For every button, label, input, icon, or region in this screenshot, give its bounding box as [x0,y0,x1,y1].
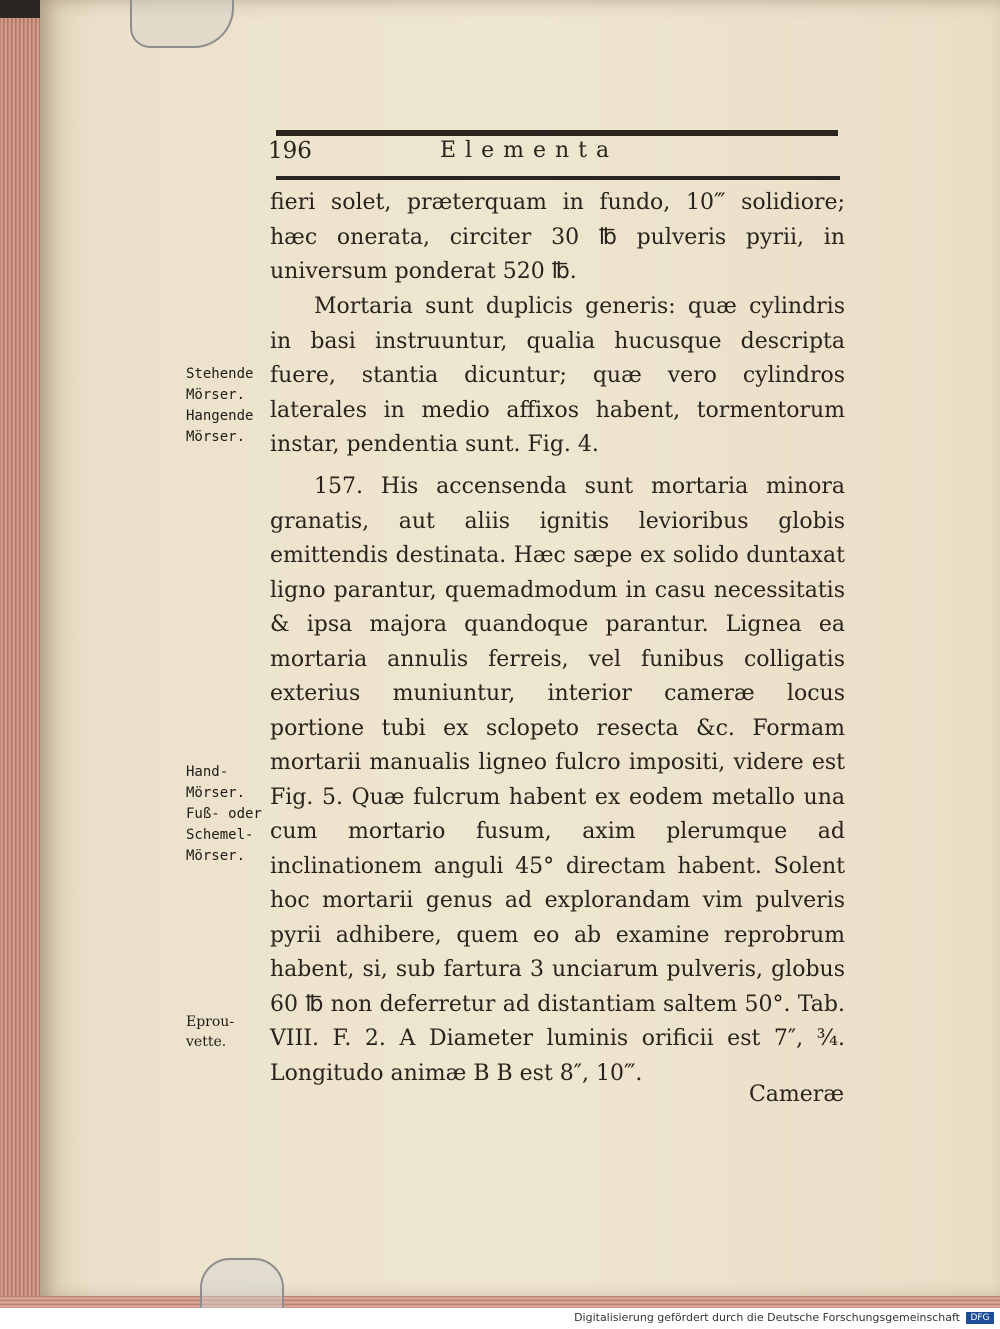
paragraph-3: 157. His accensenda sunt mortaria minora granatis, aut aliis ignitis levioribus globis emittendis destinata. Hæc sæpe ex solido duntaxat ligno parantur, quemadmodum in casu necessitatis & ipsa majora quandoque parantur. Lignea ea mortaria annulis ferreis, vel funibus colligatis exterius muniuntur, interior cameræ locus portione tubi ex sclopeto resecta &c. Formam mortarii manualis ligneo fulcro impositi, videre est Fig. 5. Quæ fulcrum habent ex eodem metallo una cum mortario fusum, axim plerumque ad inclinationem anguli 45° directam habent. Solent hoc mortarii genus ad explorandam vim pulveris pyrii adhibere, quem eo ab examine reprobrum habent, si, sub fartura 3 unciarum pulveris, globus 60 ℔ non deferretur ad distantiam saltem 50°. Tab. VIII. F. 2. A Diameter luminis orificii est 7″, ¾. Longitudo animæ B B est 8″, 10‴. [270,474,845,1086]
marginal-note-mortar-types: Stehende Mörser. Hangende Mörser. [186,366,254,445]
header-rule-bottom [276,176,840,180]
paragraph-1: fieri solet, præterquam in fundo, 10‴ solidiore; hæc onerata, circiter 30 ℔ pulveris pyrii, in universum ponderat 520 ℔. [270,190,845,284]
header-rule-top [276,130,838,136]
paragraph-2: Mortaria sunt duplicis generis: quæ cylindris in basi instruuntur, qualia hucusque descripta fuere, stantia dicuntur; quæ vero cylindros laterales in medio affixos habent, tormentorum instar, pendentia sunt. Fig. 4. [270,294,845,457]
marginal-note-hand-mortar: Hand- Mörser. Fuß- oder Schemel- Mörser. [186,764,262,864]
footer-credit: Digitalisierung gefördert durch die Deutsche Forschungsgemeinschaft [574,1311,960,1324]
dfg-logo: DFG [966,1312,994,1324]
running-head: Elementa [440,138,619,163]
catchword: Cameræ [748,1082,844,1107]
marginal-note-eprouvette: Eprou- vette. [186,1014,235,1050]
page-clip-bottom [200,1258,284,1312]
book-edge-bottom [0,1296,1000,1308]
page-number: 196 [268,138,312,164]
